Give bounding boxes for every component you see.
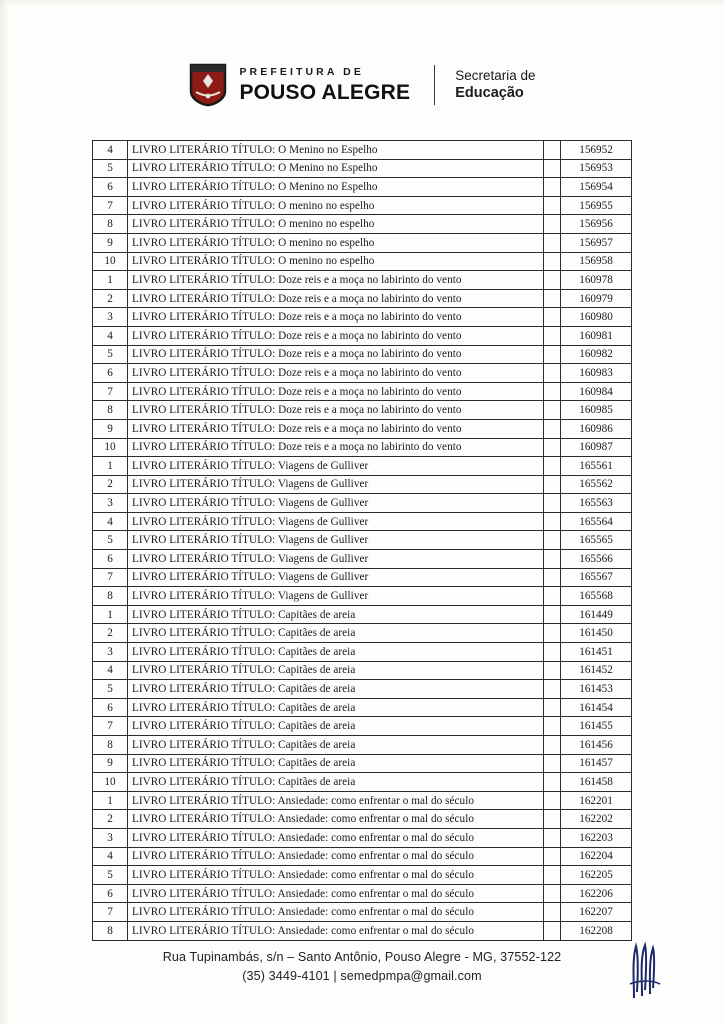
row-description: LIVRO LITERÁRIO TÍTULO: Capitães de areia: [128, 754, 544, 773]
row-description: LIVRO LITERÁRIO TÍTULO: Ansiedade: como enfrentar o mal do século: [128, 866, 544, 885]
row-description: LIVRO LITERÁRIO TÍTULO: Capitães de areia: [128, 698, 544, 717]
table-row: [93, 921, 632, 940]
row-spacer: [544, 791, 561, 810]
row-spacer: [544, 903, 561, 922]
row-description: LIVRO LITERÁRIO TÍTULO: Doze reis e a moça no labirinto do vento: [128, 345, 544, 364]
row-code: 160978: [561, 271, 632, 290]
row-spacer: [544, 494, 561, 513]
document-footer: [0, 948, 724, 986]
table-row: [93, 308, 632, 327]
row-spacer: [544, 828, 561, 847]
row-code: 165567: [561, 568, 632, 587]
table-row: [93, 624, 632, 643]
row-index: 2: [93, 475, 128, 494]
row-spacer: [544, 401, 561, 420]
footer-address: Rua Tupinambás, s/n – Santo Antônio, Pouso Alegre - MG, 37552-122: [162, 950, 562, 965]
row-spacer: [544, 196, 561, 215]
row-description: LIVRO LITERÁRIO TÍTULO: Ansiedade: como enfrentar o mal do século: [128, 903, 544, 922]
row-code: 156952: [561, 141, 632, 160]
row-code: 161452: [561, 661, 632, 680]
row-description: LIVRO LITERÁRIO TÍTULO: Doze reis e a moça no labirinto do vento: [128, 326, 544, 345]
row-code: 162204: [561, 847, 632, 866]
row-description: LIVRO LITERÁRIO TÍTULO: Doze reis e a moça no labirinto do vento: [128, 364, 544, 383]
row-index: 10: [93, 773, 128, 792]
table-row: [93, 587, 632, 606]
row-code: 160980: [561, 308, 632, 327]
row-spacer: [544, 345, 561, 364]
table-row: [93, 605, 632, 624]
row-code: 162203: [561, 828, 632, 847]
row-spacer: [544, 810, 561, 829]
table-row: [93, 475, 632, 494]
row-spacer: [544, 847, 561, 866]
row-spacer: [544, 568, 561, 587]
row-code: 165561: [561, 457, 632, 476]
row-index: 1: [93, 271, 128, 290]
table-row: [93, 680, 632, 699]
row-index: 7: [93, 717, 128, 736]
row-description: LIVRO LITERÁRIO TÍTULO: Ansiedade: como enfrentar o mal do século: [128, 791, 544, 810]
row-description: LIVRO LITERÁRIO TÍTULO: Ansiedade: como enfrentar o mal do século: [128, 828, 544, 847]
row-spacer: [544, 438, 561, 457]
row-description: LIVRO LITERÁRIO TÍTULO: Ansiedade: como enfrentar o mal do século: [128, 810, 544, 829]
table-row: [93, 754, 632, 773]
document-header: [0, 0, 724, 118]
row-index: 1: [93, 791, 128, 810]
row-index: 8: [93, 736, 128, 755]
row-code: 156953: [561, 159, 632, 178]
row-description: LIVRO LITERÁRIO TÍTULO: O menino no espelho: [128, 196, 544, 215]
table-row: [93, 568, 632, 587]
table-row: [93, 289, 632, 308]
table-row: [93, 233, 632, 252]
table-row: [93, 866, 632, 885]
table-row: [93, 141, 632, 160]
row-index: 9: [93, 754, 128, 773]
row-index: 3: [93, 828, 128, 847]
row-spacer: [544, 159, 561, 178]
items-table-wrapper: [92, 140, 632, 941]
footer-contact: (35) 3449-4101 | semedpmpa@gmail.com: [242, 969, 482, 984]
row-index: 3: [93, 643, 128, 662]
row-description: LIVRO LITERÁRIO TÍTULO: Viagens de Gulliver: [128, 568, 544, 587]
row-description: LIVRO LITERÁRIO TÍTULO: O menino no espelho: [128, 215, 544, 234]
table-row: [93, 382, 632, 401]
row-code: 165566: [561, 550, 632, 569]
row-spacer: [544, 326, 561, 345]
table-row: [93, 828, 632, 847]
row-index: 4: [93, 512, 128, 531]
scan-edge-left: [0, 0, 9, 1024]
row-spacer: [544, 289, 561, 308]
row-description: LIVRO LITERÁRIO TÍTULO: Capitães de areia: [128, 680, 544, 699]
table-row: [93, 847, 632, 866]
secretary-line-1: Secretaria de: [455, 67, 536, 83]
table-row: [93, 531, 632, 550]
row-spacer: [544, 754, 561, 773]
row-code: 165563: [561, 494, 632, 513]
row-spacer: [544, 512, 561, 531]
row-index: 8: [93, 587, 128, 606]
row-description: LIVRO LITERÁRIO TÍTULO: O menino no espelho: [128, 233, 544, 252]
row-index: 6: [93, 550, 128, 569]
row-description: LIVRO LITERÁRIO TÍTULO: Doze reis e a moça no labirinto do vento: [128, 382, 544, 401]
row-code: 162208: [561, 921, 632, 940]
row-spacer: [544, 252, 561, 271]
row-spacer: [544, 308, 561, 327]
row-index: 6: [93, 698, 128, 717]
row-description: LIVRO LITERÁRIO TÍTULO: Doze reis e a moça no labirinto do vento: [128, 438, 544, 457]
row-code: 160986: [561, 419, 632, 438]
row-code: 160982: [561, 345, 632, 364]
row-code: 156957: [561, 233, 632, 252]
row-description: LIVRO LITERÁRIO TÍTULO: Doze reis e a moça no labirinto do vento: [128, 308, 544, 327]
row-description: LIVRO LITERÁRIO TÍTULO: Viagens de Gulliver: [128, 457, 544, 476]
row-spacer: [544, 605, 561, 624]
row-description: LIVRO LITERÁRIO TÍTULO: Capitães de areia: [128, 717, 544, 736]
row-spacer: [544, 661, 561, 680]
row-index: 6: [93, 178, 128, 197]
row-index: 5: [93, 866, 128, 885]
row-spacer: [544, 736, 561, 755]
scan-edge-top: [0, 0, 724, 6]
row-spacer: [544, 717, 561, 736]
table-row: [93, 364, 632, 383]
table-row: [93, 196, 632, 215]
row-description: LIVRO LITERÁRIO TÍTULO: Doze reis e a moça no labirinto do vento: [128, 289, 544, 308]
row-spacer: [544, 271, 561, 290]
brand-top-label: PREFEITURA DE: [239, 66, 364, 79]
row-index: 8: [93, 215, 128, 234]
table-row: [93, 550, 632, 569]
row-index: 6: [93, 364, 128, 383]
row-code: 160979: [561, 289, 632, 308]
row-code: 161451: [561, 643, 632, 662]
row-code: 161453: [561, 680, 632, 699]
row-index: 5: [93, 345, 128, 364]
table-row: [93, 178, 632, 197]
row-description: LIVRO LITERÁRIO TÍTULO: Viagens de Gulliver: [128, 494, 544, 513]
row-description: LIVRO LITERÁRIO TÍTULO: Doze reis e a moça no labirinto do vento: [128, 419, 544, 438]
header-divider: [434, 65, 435, 105]
row-index: 5: [93, 159, 128, 178]
table-row: [93, 717, 632, 736]
row-index: 7: [93, 382, 128, 401]
row-index: 1: [93, 605, 128, 624]
row-description: LIVRO LITERÁRIO TÍTULO: Viagens de Gulliver: [128, 587, 544, 606]
brand-bottom-label: POUSO ALEGRE: [239, 80, 411, 104]
row-index: 2: [93, 810, 128, 829]
row-description: LIVRO LITERÁRIO TÍTULO: Viagens de Gulliver: [128, 550, 544, 569]
row-index: 8: [93, 401, 128, 420]
row-description: LIVRO LITERÁRIO TÍTULO: Capitães de areia: [128, 661, 544, 680]
row-code: 156958: [561, 252, 632, 271]
row-code: 160984: [561, 382, 632, 401]
table-row: [93, 419, 632, 438]
row-description: LIVRO LITERÁRIO TÍTULO: Ansiedade: como enfrentar o mal do século: [128, 847, 544, 866]
row-spacer: [544, 233, 561, 252]
row-description: LIVRO LITERÁRIO TÍTULO: O Menino no Espelho: [128, 141, 544, 160]
row-description: LIVRO LITERÁRIO TÍTULO: Capitães de areia: [128, 773, 544, 792]
row-description: LIVRO LITERÁRIO TÍTULO: O menino no espelho: [128, 252, 544, 271]
row-code: 161457: [561, 754, 632, 773]
row-code: 165568: [561, 587, 632, 606]
table-row: [93, 326, 632, 345]
row-spacer: [544, 643, 561, 662]
table-row: [93, 643, 632, 662]
row-spacer: [544, 419, 561, 438]
row-code: 161456: [561, 736, 632, 755]
row-index: 3: [93, 494, 128, 513]
table-row: [93, 884, 632, 903]
row-code: 156955: [561, 196, 632, 215]
row-index: 7: [93, 196, 128, 215]
table-row: [93, 345, 632, 364]
row-index: 9: [93, 419, 128, 438]
row-index: 3: [93, 308, 128, 327]
table-row: [93, 494, 632, 513]
row-index: 2: [93, 289, 128, 308]
row-description: LIVRO LITERÁRIO TÍTULO: Ansiedade: como enfrentar o mal do século: [128, 884, 544, 903]
row-code: 160981: [561, 326, 632, 345]
row-spacer: [544, 382, 561, 401]
row-index: 5: [93, 531, 128, 550]
row-code: 165565: [561, 531, 632, 550]
row-index: 9: [93, 233, 128, 252]
row-index: 7: [93, 903, 128, 922]
row-code: 161454: [561, 698, 632, 717]
table-row: [93, 457, 632, 476]
row-index: 4: [93, 847, 128, 866]
row-spacer: [544, 141, 561, 160]
table-row: [93, 698, 632, 717]
table-row: [93, 512, 632, 531]
row-description: LIVRO LITERÁRIO TÍTULO: Doze reis e a moça no labirinto do vento: [128, 401, 544, 420]
secretary-text: [455, 68, 535, 103]
row-description: LIVRO LITERÁRIO TÍTULO: Capitães de areia: [128, 643, 544, 662]
table-row: [93, 159, 632, 178]
row-spacer: [544, 475, 561, 494]
row-description: LIVRO LITERÁRIO TÍTULO: Capitães de areia: [128, 624, 544, 643]
row-spacer: [544, 587, 561, 606]
coat-of-arms-icon: [188, 62, 228, 108]
row-description: LIVRO LITERÁRIO TÍTULO: Capitães de areia: [128, 736, 544, 755]
row-spacer: [544, 531, 561, 550]
row-description: LIVRO LITERÁRIO TÍTULO: Viagens de Gulliver: [128, 475, 544, 494]
row-code: 162201: [561, 791, 632, 810]
row-spacer: [544, 680, 561, 699]
handwritten-signature-icon: [624, 940, 668, 1002]
row-index: 5: [93, 680, 128, 699]
row-index: 1: [93, 457, 128, 476]
row-code: 160987: [561, 438, 632, 457]
row-description: LIVRO LITERÁRIO TÍTULO: O Menino no Espelho: [128, 178, 544, 197]
row-code: 165562: [561, 475, 632, 494]
row-index: 4: [93, 661, 128, 680]
row-code: 161455: [561, 717, 632, 736]
row-spacer: [544, 178, 561, 197]
row-spacer: [544, 457, 561, 476]
city-brand: [188, 62, 410, 108]
row-code: 161458: [561, 773, 632, 792]
brand-text: [239, 67, 410, 103]
row-code: 162202: [561, 810, 632, 829]
row-code: 162206: [561, 884, 632, 903]
row-index: 2: [93, 624, 128, 643]
row-code: 165564: [561, 512, 632, 531]
row-description: LIVRO LITERÁRIO TÍTULO: Viagens de Gulliver: [128, 512, 544, 531]
row-description: LIVRO LITERÁRIO TÍTULO: Ansiedade: como enfrentar o mal do século: [128, 921, 544, 940]
row-code: 160983: [561, 364, 632, 383]
items-table: [92, 140, 632, 941]
row-code: 156956: [561, 215, 632, 234]
row-code: 161450: [561, 624, 632, 643]
row-spacer: [544, 773, 561, 792]
table-row: [93, 271, 632, 290]
row-index: 4: [93, 326, 128, 345]
table-row: [93, 252, 632, 271]
row-spacer: [544, 364, 561, 383]
table-row: [93, 661, 632, 680]
row-spacer: [544, 550, 561, 569]
row-description: LIVRO LITERÁRIO TÍTULO: Viagens de Gulliver: [128, 531, 544, 550]
table-row: [93, 215, 632, 234]
row-index: 7: [93, 568, 128, 587]
table-row: [93, 773, 632, 792]
row-index: 8: [93, 921, 128, 940]
row-code: 156954: [561, 178, 632, 197]
table-row: [93, 438, 632, 457]
row-index: 4: [93, 141, 128, 160]
row-description: LIVRO LITERÁRIO TÍTULO: O Menino no Espelho: [128, 159, 544, 178]
row-spacer: [544, 921, 561, 940]
row-code: 160985: [561, 401, 632, 420]
row-spacer: [544, 215, 561, 234]
secretary-line-2: Educação: [455, 85, 524, 102]
row-index: 10: [93, 252, 128, 271]
row-code: 161449: [561, 605, 632, 624]
row-spacer: [544, 698, 561, 717]
row-description: LIVRO LITERÁRIO TÍTULO: Doze reis e a moça no labirinto do vento: [128, 271, 544, 290]
table-row: [93, 736, 632, 755]
row-description: LIVRO LITERÁRIO TÍTULO: Capitães de areia: [128, 605, 544, 624]
row-spacer: [544, 866, 561, 885]
table-row: [93, 401, 632, 420]
row-code: 162205: [561, 866, 632, 885]
table-row: [93, 791, 632, 810]
table-row: [93, 810, 632, 829]
row-index: 10: [93, 438, 128, 457]
row-index: 6: [93, 884, 128, 903]
row-spacer: [544, 624, 561, 643]
table-row: [93, 903, 632, 922]
items-table-body: [93, 141, 632, 941]
row-spacer: [544, 884, 561, 903]
row-code: 162207: [561, 903, 632, 922]
